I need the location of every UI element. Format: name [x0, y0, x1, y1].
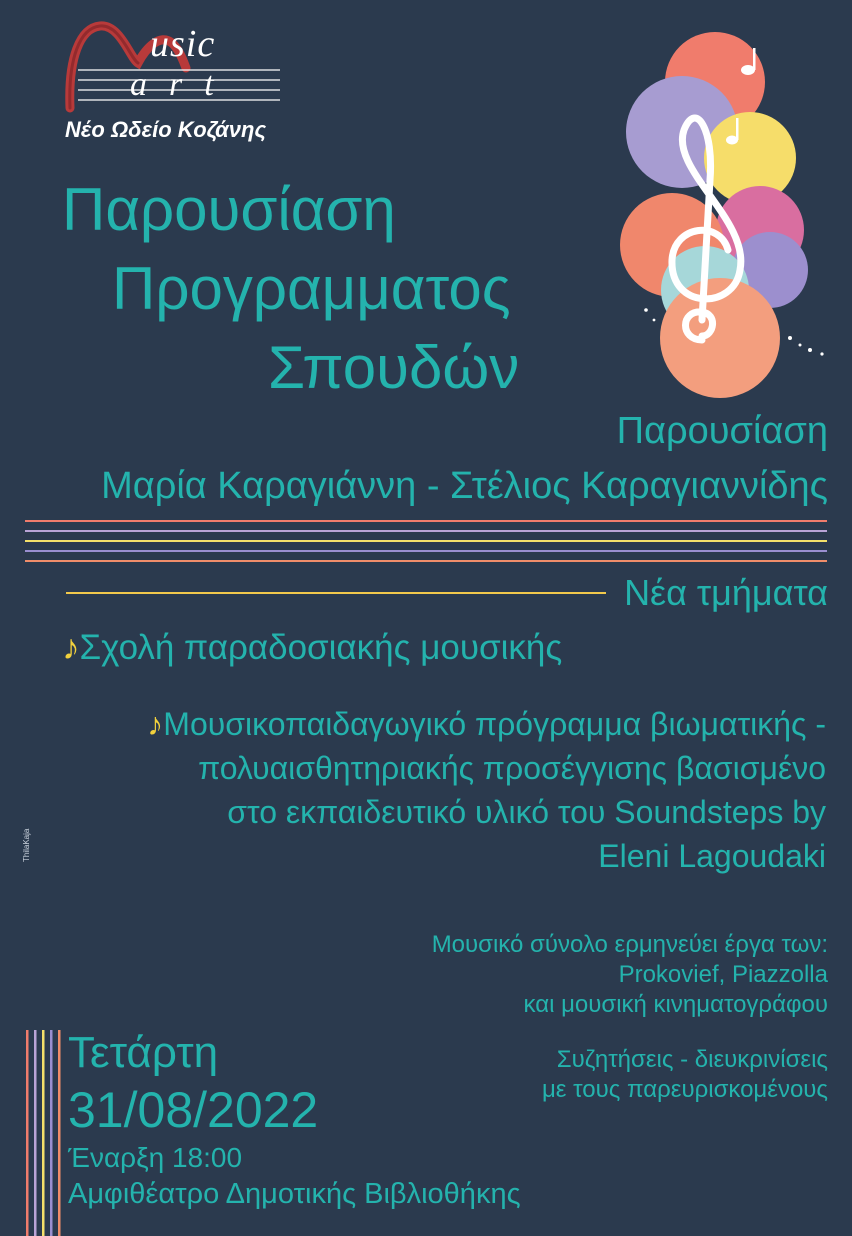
title-line-1: Παρουσίαση [62, 176, 396, 243]
logo-word-art: art [130, 66, 236, 103]
logo-word-music: usic [150, 23, 216, 65]
treble-clef-circles-graphic [610, 20, 840, 400]
event-date: 31/08/2022 [68, 1082, 319, 1138]
title-line-2: Προγραμματος [112, 255, 511, 322]
staff-line-3 [25, 540, 827, 542]
event-venue: Αμφιθέατρο Δημοτικής Βιβλιοθήκης [68, 1178, 521, 1210]
event-weekday: Τετάρτη [68, 1028, 219, 1077]
discussion-info: Συζητήσεις - διευκρινίσεις με τους παρευρισκομένους [541, 1046, 828, 1103]
vertical-staff-bars [26, 1030, 66, 1236]
new-section-item-2: ♪Μουσικοπαιδαγωγικό πρόγραμμα βιωματικής - πολυαισθητηριακής προσέγγισης βασισμένο στο εκπαιδευτικό υλικό του Soundsteps by Eleni Lagoudaki [147, 706, 826, 874]
presenters-names: Μαρία Καραγιάννη - Στέλιος Καραγιαννίδης [101, 465, 828, 507]
new-sections-divider [66, 592, 606, 594]
music-note-icon: ♪ [147, 706, 164, 742]
designer-credit: ThilaKaja [22, 828, 31, 862]
staff-line-2 [25, 530, 827, 532]
new-sections-heading: Νέα τμήματα [624, 572, 828, 613]
staff-line-5 [25, 560, 827, 562]
staff-line-4 [25, 550, 827, 552]
event-start-time: Έναρξη 18:00 [68, 1142, 243, 1173]
ensemble-info: Μουσικό σύνολο ερμηνεύει έργα των: Prokovief, Piazzolla και μουσική κινηματογράφου [431, 931, 828, 1018]
title-line-3: Σπουδών [268, 334, 520, 401]
presentation-label: Παρουσίαση [616, 410, 828, 452]
music-note-icon: ♪ [62, 628, 80, 667]
logo-subtitle: Νέο Ωδείο Κοζάνης [65, 117, 267, 142]
staff-line-1 [25, 520, 827, 522]
new-section-item-1: ♪Σχολή παραδοσιακής μουσικής [62, 628, 563, 667]
